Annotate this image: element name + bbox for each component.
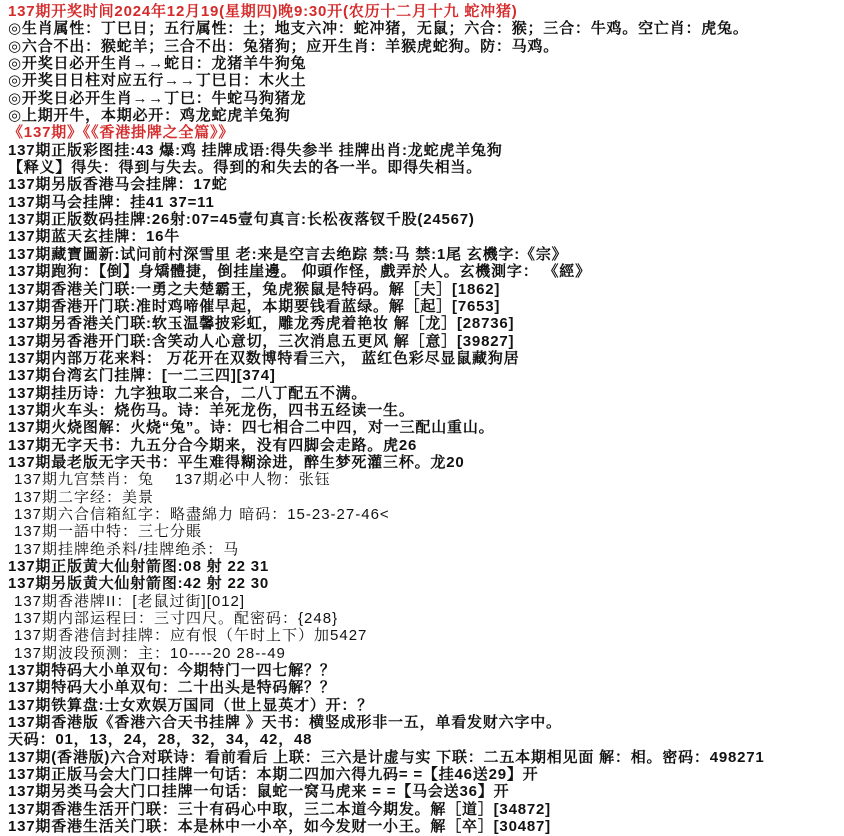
text-line-31: 137期一語中特：三七分賬 (14, 523, 203, 541)
text-line-21: 137期内部万花来料： 万花开在双数博特看三六， 蓝红色彩尽显鼠藏狗居 (8, 349, 520, 367)
text-line-23: 137期挂历诗：九字独取二来合，二八丁配五不满。 (8, 384, 368, 402)
text-line-25: 137期火烧图解：火烧“兔”。诗：四七相合二中四，对一三配山重山。 (8, 419, 495, 437)
text-line-10: 【释义】得失：得到与失去。得到的和失去的各一半。即得失相当。 (8, 159, 483, 177)
text-line-7: ◎上期开牛，本期必开：鸡龙蛇虎羊兔狗 (8, 107, 291, 125)
text-line-43: 天码：01，13，24，28，32，34，42，48 (8, 731, 313, 749)
text-line-29: 137期二字经：美景 (14, 488, 155, 506)
text-line-8: 《137期》《《香港掛牌之全篇》》 (8, 124, 235, 142)
text-line-27: 137期最老版无字天书：平生难得糊涂进，醉生梦死灌三杯。龙20 (8, 453, 465, 471)
text-line-37: 137期香港信封挂牌：应有恨（午时上下）加5427 (14, 627, 368, 645)
text-line-48: 137期香港生活关门联：本是林中一小卒，如今发财一小王。解［卒］[30487] (8, 818, 551, 836)
text-line-2: ◎生肖属性：丁巳日；五行属性：土；地支六冲：蛇冲猪，无鼠；六合：猴；三合：牛鸡。空亡肖：虎兔。 (8, 20, 749, 38)
text-line-5: ◎开奖日日柱对应五行→→丁巳日：木火土 (8, 72, 307, 90)
text-line-16: 137期跑狗：【倒】身矯體捷，倒挂崖邊。 仰頭作怪，戲弄於人。玄機測字： 《經》 (8, 263, 591, 281)
text-line-44: 137期(香港版)六合对联诗：看前看后 上联：三六是计虚与实 下联：二五本期相见面 解：相。密码：498271 (8, 748, 765, 766)
text-line-30: 137期六合信箱紅字：略盡綿力 暗码：15-23-27-46< (14, 505, 390, 523)
text-line-3: ◎六合不出：猴蛇羊；三合不出：兔猪狗；应开生肖：羊猴虎蛇狗。防：马鸡。 (8, 37, 560, 55)
text-line-24: 137期火车头：烧伤马。诗：羊死龙伤，四书五经读一生。 (8, 401, 415, 419)
text-line-33: 137期正版黄大仙射箭图:08 射 22 31 (8, 558, 269, 575)
text-line-6: ◎开奖日必开生肖→→丁巳：牛蛇马狗猪龙 (8, 89, 307, 107)
text-line-18: 137期香港开门联:准时鸡啼催早起，本期要钱看蓝绿。解［起］[7653] (8, 297, 501, 315)
text-line-28: 137期九宫禁肖：兔 137期必中人物：张钰 (14, 471, 331, 489)
text-line-22: 137期台湾玄门挂牌：[一二三四][374] (8, 367, 276, 385)
content-lines (8, 3, 840, 836)
text-line-32: 137期挂牌绝杀料/挂牌绝杀：马 (14, 540, 240, 558)
text-line-4: ◎开奖日必开生肖→→蛇日：龙猪羊牛狗兔 (8, 55, 307, 73)
text-line-14: 137期蓝天玄挂牌：16牛 (8, 228, 181, 246)
text-line-20: 137期另香港开门联:含笑动人心意切，三次消息五更风 解［意］[39827] (8, 332, 515, 350)
text-line-42: 137期香港版《香港六合天书挂牌 》天书：横竖成形非一五，单看发财六字中。 (8, 714, 562, 732)
text-line-15: 137期藏寶圖新:试问前村深雪里 老:来是空言去绝踪 禁:马 禁:1尾 玄機字:《宗》 (8, 245, 568, 263)
text-line-34: 137期另版黄大仙射箭图:42 射 22 30 (8, 575, 269, 593)
text-line-38: 137期波段预测：主：10----20 28--49 (14, 644, 286, 662)
text-line-46: 137期另类马会大门口挂牌一句话：鼠蛇一窝马虎来 = =【马会送36】开 (8, 783, 510, 801)
text-line-47: 137期香港生活开门联：三十有码心中取，三二本道今期发。解［道］[34872] (8, 800, 551, 818)
text-line-36: 137期内部运程曰：三寸四尺。配密码：{248} (14, 610, 339, 628)
text-line-39: 137期特码大小单双句：今期特门一四七解？？ (8, 662, 336, 680)
text-line-12: 137期马会挂牌：挂41 37=11 (8, 193, 215, 211)
text-line-40: 137期特码大小单双句：二十出头是特码解？？ (8, 679, 336, 697)
text-line-9: 137期正版彩图挂:43 爆:鸡 挂牌成语:得失参半 挂牌出肖:龙蛇虎羊兔狗 (8, 141, 503, 159)
text-line-26: 137期无字天书：九五分合今期来，没有四脚会走路。虎26 (8, 436, 418, 454)
text-line-41: 137期铁算盘:士女欢娱万国同（世上显英才）开：？ (8, 696, 374, 714)
text-line-1: 137期开奖时间2024年12月19(星期四)晚9:30开(农历十二月十九 蛇冲猪) (8, 3, 518, 20)
text-line-11: 137期另版香港马会挂牌：17蛇 (8, 176, 228, 194)
text-line-13: 137期正版数码挂牌:26射:07=45壹句真言:长松夜落钗千股(24567) (8, 211, 475, 229)
text-line-45: 137期正版马会大门口挂牌一句话：本期二四加六得九码= =【挂46送29】开 (8, 766, 539, 784)
text-line-17: 137期香港关门联:一勇之夫楚霸王，兔虎猴鼠是特码。解［夫］[1862] (8, 280, 501, 298)
text-line-35: 137期香港牌II：[老鼠过街][012] (14, 592, 246, 610)
text-line-19: 137期另香港关门联:软玉温馨披彩虹，雕龙秀虎着艳妆 解［龙］[28736] (8, 315, 515, 333)
